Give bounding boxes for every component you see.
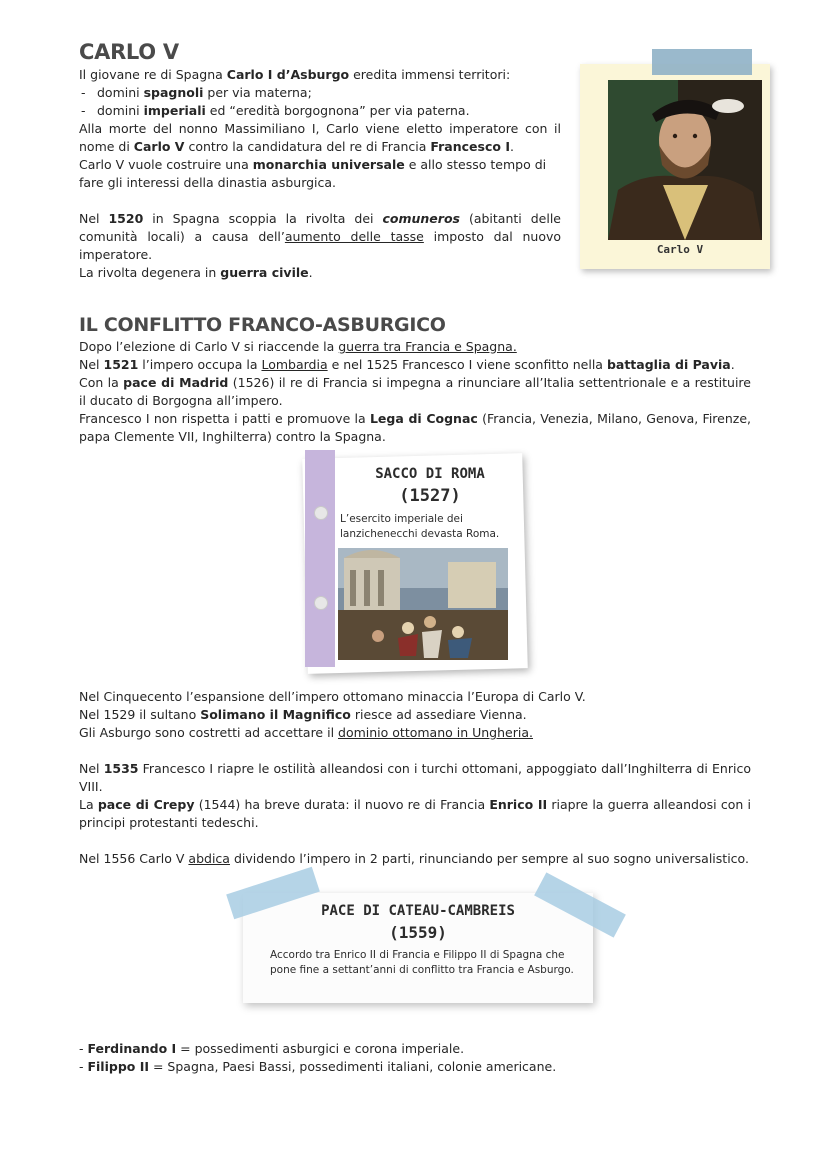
bold-span: guerra civile bbox=[220, 265, 309, 280]
bold-span: monarchia universale bbox=[252, 157, 405, 172]
bold-span: pace di Madrid bbox=[123, 375, 229, 390]
text-span: Nel 1529 il sultano bbox=[79, 707, 201, 722]
text-span: ed “eredità borgognona” per via paterna. bbox=[205, 103, 470, 118]
binder-hole bbox=[314, 506, 328, 520]
text-span: Nel bbox=[79, 761, 104, 776]
text-span: La bbox=[79, 797, 98, 812]
text-span: Alla morte del nonno Massimiliano I, Carlo viene eletto imperatore con il nome di bbox=[79, 121, 561, 154]
underlined-span: Lombardia bbox=[261, 357, 328, 372]
text-span: (abitanti delle comunità locali) a causa dell’ bbox=[79, 211, 561, 244]
paragraph: Nel Cinquecento l’espansione dell’impero ottomano minaccia l’Europa di Carlo V. bbox=[79, 689, 586, 704]
text-span: Nel 1556 Carlo V bbox=[79, 851, 189, 866]
text-span: (1526) il re di Francia si impegna a rinunciare all’Italia settentrionale e a restituire il ducato di Borgogna all’impero. bbox=[79, 375, 751, 408]
bold-span: battaglia di Pavia bbox=[606, 357, 731, 372]
list-item bbox=[79, 1058, 751, 1076]
text-span: - bbox=[79, 1059, 88, 1074]
paragraph bbox=[79, 410, 751, 446]
text-span: riapre la guerra alleandosi con i principi protestanti tedeschi. bbox=[79, 797, 751, 830]
paragraph bbox=[79, 210, 561, 264]
bold-span: pace di Crepy bbox=[97, 797, 195, 812]
sacco-illustration bbox=[338, 548, 508, 660]
paragraph bbox=[79, 338, 751, 356]
portrait-image bbox=[608, 80, 762, 240]
sacco-description: L’esercito imperiale dei lanzichenecchi devasta Roma. bbox=[340, 513, 500, 540]
bold-span: 1535 bbox=[103, 761, 139, 776]
bold-span: 1520 bbox=[108, 211, 144, 226]
card-side-strip bbox=[305, 450, 335, 667]
underlined-span: dominio ottomano in Ungheria. bbox=[338, 725, 533, 740]
underlined-span: guerra tra Francia e Spagna. bbox=[338, 339, 517, 354]
paragraph bbox=[79, 156, 561, 192]
bold-span: 1521 bbox=[103, 357, 139, 372]
text-span: . bbox=[308, 265, 313, 280]
text-span: - bbox=[79, 1041, 88, 1056]
text-span: Carlo V vuole costruire una bbox=[79, 157, 253, 172]
text-span: contro la candidatura del re di Francia bbox=[184, 139, 431, 154]
paragraph bbox=[79, 264, 561, 282]
text-span: Francesco I riapre le ostilità alleandosi con i turchi ottomani, appoggiato dall’Inghilterra di Enrico VIII. bbox=[79, 761, 751, 794]
bold-italic-span: comuneros bbox=[382, 211, 460, 226]
section-title-carlo-v: CARLO V bbox=[79, 40, 179, 64]
text-span: per via materna; bbox=[203, 85, 312, 100]
list-item bbox=[79, 1040, 751, 1058]
section-carlo-v-text bbox=[79, 66, 561, 282]
sacco-title: SACCO DI ROMA bbox=[375, 466, 485, 482]
portrait-caption: Carlo V bbox=[656, 243, 704, 256]
division-list bbox=[79, 1040, 751, 1076]
tape-decoration bbox=[652, 49, 752, 75]
paragraph bbox=[79, 796, 751, 832]
bold-span: imperiali bbox=[143, 103, 206, 118]
bold-span: Carlo V bbox=[133, 139, 185, 154]
sacco-year: (1527) bbox=[399, 486, 461, 506]
text-span: (1544) ha breve durata: il nuovo re di Francia bbox=[194, 797, 490, 812]
bold-span: spagnoli bbox=[143, 85, 204, 100]
paragraph bbox=[79, 850, 751, 868]
section-ottomano-text bbox=[79, 688, 751, 868]
binder-hole bbox=[314, 596, 328, 610]
pace-year: (1559) bbox=[389, 923, 447, 942]
text-span: Gli Asburgo sono costretti ad accettare il bbox=[79, 725, 339, 740]
bold-span: Francesco I bbox=[430, 139, 510, 154]
paragraph bbox=[79, 724, 751, 742]
text-span: riesce ad assediare Vienna. bbox=[350, 707, 527, 722]
section-title-conflitto: IL CONFLITTO FRANCO-ASBURGICO bbox=[79, 314, 446, 336]
section-conflitto-text bbox=[79, 338, 751, 446]
list-item bbox=[79, 102, 561, 120]
text-span: La rivolta degenera in bbox=[79, 265, 221, 280]
text-span: l’impero occupa la bbox=[138, 357, 262, 372]
territories-list bbox=[79, 84, 561, 120]
text-span: e nel 1525 Francesco I viene sconfitto nella bbox=[327, 357, 607, 372]
text-span: imposto dal nuovo imperatore. bbox=[79, 229, 562, 262]
text-span: in Spagna scoppia la rivolta dei bbox=[143, 211, 383, 226]
text-span: = Spagna, Paesi Bassi, possedimenti italiani, colonie americane. bbox=[149, 1059, 557, 1074]
paragraph bbox=[79, 66, 561, 84]
pace-description: Accordo tra Enrico II di Francia e Filippo II di Spagna che pone fine a settant’anni di conflitto tra Francia e Asburgo. bbox=[270, 949, 574, 976]
text-span: Il giovane re di Spagna bbox=[79, 67, 227, 82]
text-span: dividendo l’impero in 2 parti, rinunciando per sempre al suo sogno universalistico. bbox=[229, 851, 749, 866]
bold-span: Ferdinando I bbox=[87, 1041, 177, 1056]
text-span: . bbox=[509, 139, 514, 154]
text-span: Dopo l’elezione di Carlo V si riaccende la bbox=[79, 339, 339, 354]
text-span: domini bbox=[97, 85, 144, 100]
text-span: Francesco I non rispetta i patti e promuove la bbox=[79, 411, 370, 426]
sacco-painting bbox=[338, 548, 508, 660]
bold-span: Carlo I d’Asburgo bbox=[226, 67, 350, 82]
paragraph bbox=[79, 120, 561, 156]
text-span: eredita immensi territori: bbox=[349, 67, 511, 82]
text-span: domini bbox=[97, 103, 144, 118]
underlined-span: abdica bbox=[188, 851, 230, 866]
text-span: . bbox=[730, 357, 735, 372]
underlined-span: aumento delle tasse bbox=[284, 229, 424, 244]
bold-span: Solimano il Magnifico bbox=[200, 707, 351, 722]
paragraph bbox=[79, 374, 751, 410]
text-span: = possedimenti asburgici e corona imperiale. bbox=[176, 1041, 465, 1056]
list-item bbox=[79, 84, 561, 102]
portrait-illustration bbox=[608, 80, 762, 240]
bold-span: Lega di Cognac bbox=[369, 411, 478, 426]
paragraph bbox=[79, 356, 751, 374]
paragraph bbox=[79, 706, 751, 724]
text-span: Con la bbox=[79, 375, 124, 390]
bold-span: Filippo II bbox=[87, 1059, 150, 1074]
paragraph bbox=[79, 760, 751, 796]
bold-span: Enrico II bbox=[489, 797, 548, 812]
text-span: e allo stesso tempo di fare gli interessi della dinastia asburgica. bbox=[79, 157, 547, 190]
text-span: Nel bbox=[79, 357, 104, 372]
text-span: (Francia, Venezia, Milano, Genova, Firenze, papa Clemente VII, Inghilterra) contro la Spagna. bbox=[79, 411, 751, 444]
pace-title: PACE DI CATEAU-CAMBREIS bbox=[321, 903, 515, 919]
text-span: Nel bbox=[79, 211, 109, 226]
